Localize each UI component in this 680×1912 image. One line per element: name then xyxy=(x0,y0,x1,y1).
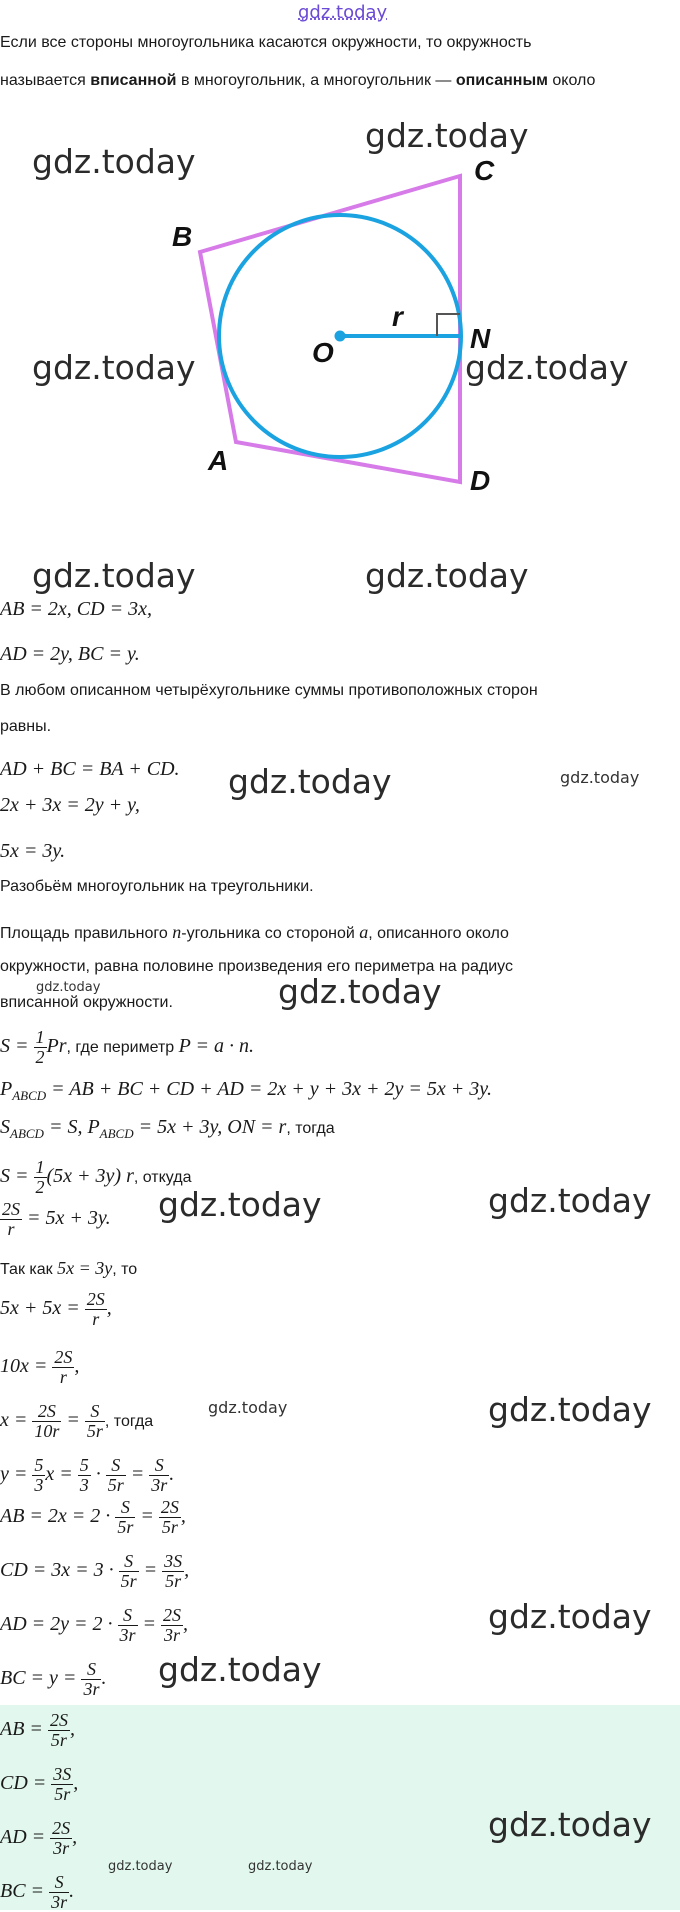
watermark-small: gdz.today xyxy=(108,1859,173,1874)
watermark: gdz.today xyxy=(365,556,529,595)
denominator: r xyxy=(92,1308,100,1329)
paragraph-text: , описанного около xyxy=(368,925,509,942)
intro-text: называется xyxy=(0,72,91,89)
header-watermark: gdz.today xyxy=(298,2,388,23)
label-d: D xyxy=(470,465,491,496)
math-part: = xyxy=(61,1408,85,1431)
equation-line: AD + BC = BA + CD. xyxy=(0,758,180,780)
math-part: . xyxy=(169,1462,175,1485)
center-point-o xyxy=(335,331,346,342)
math-part: S xyxy=(0,1116,10,1138)
subscript: ABCD xyxy=(99,1126,134,1141)
watermark-small: gdz.today xyxy=(208,1398,288,1417)
math-part: = xyxy=(138,1558,163,1581)
watermark: gdz.today xyxy=(32,348,196,387)
fraction xyxy=(119,1552,139,1591)
intro-text: около xyxy=(547,72,596,89)
fraction xyxy=(48,1711,70,1750)
paragraph-line: Разобьём многоугольник на треугольники. xyxy=(0,878,314,895)
math-part: x = xyxy=(0,1408,33,1431)
watermark: gdz.today xyxy=(465,348,629,387)
watermark: gdz.today xyxy=(488,1390,652,1429)
math-part: , xyxy=(72,1825,78,1848)
math-part: CD = 3x = 3 · xyxy=(0,1558,119,1581)
equation-line xyxy=(0,1290,112,1329)
fraction xyxy=(32,1456,45,1495)
paragraph-text: Площадь правильного xyxy=(0,925,173,942)
inline-text: , откуда xyxy=(133,1168,192,1186)
math-part: = xyxy=(135,1504,159,1527)
numerator: 5 xyxy=(34,1455,44,1475)
fraction xyxy=(34,1158,47,1197)
numerator: 2S xyxy=(49,1710,68,1730)
fraction xyxy=(49,1873,69,1912)
denominator: r xyxy=(59,1366,67,1387)
equation-line xyxy=(0,1456,174,1495)
numerator: 5 xyxy=(79,1455,89,1475)
equation-line: 2x + 3x = 2y + y, xyxy=(0,794,140,816)
answer-line xyxy=(0,1711,75,1750)
equation-line: 5x = 3y. xyxy=(0,840,66,862)
numerator: S xyxy=(85,1402,105,1422)
right-angle-mark xyxy=(437,314,460,336)
numerator: 3S xyxy=(53,1764,72,1784)
watermark: gdz.today xyxy=(228,762,392,801)
numerator: S xyxy=(149,1456,169,1476)
math-part: , xyxy=(69,1717,75,1740)
denominator: 5r xyxy=(50,1729,67,1750)
denominator: r xyxy=(7,1218,15,1239)
math-part: = 5x + 3y, ON = r xyxy=(133,1116,287,1138)
intro-line-2 xyxy=(0,72,595,90)
watermark: gdz.today xyxy=(158,1185,322,1224)
numerator: S xyxy=(81,1660,101,1680)
math-part: 5x + 5x = xyxy=(0,1296,85,1319)
math-part: , xyxy=(180,1504,186,1527)
watermark: gdz.today xyxy=(488,1181,652,1220)
equation-line xyxy=(0,1402,153,1441)
numerator: S xyxy=(49,1873,69,1893)
fraction xyxy=(85,1402,105,1441)
denominator: 5r xyxy=(165,1570,182,1591)
paragraph-text: -угольника со стороной xyxy=(181,925,360,942)
numerator: 1 xyxy=(35,1027,45,1047)
fraction xyxy=(50,1819,72,1858)
numerator: 1 xyxy=(35,1157,45,1177)
denominator: 2 xyxy=(35,1046,45,1067)
inline-text: Так как xyxy=(0,1261,58,1278)
numerator: 2S xyxy=(2,1199,20,1219)
label-b: B xyxy=(172,221,193,252)
denominator: 5r xyxy=(120,1570,137,1591)
math-part: (5x + 3y) r xyxy=(46,1164,134,1187)
math-part: P = a · n. xyxy=(178,1034,254,1057)
equation-line xyxy=(0,1498,186,1537)
fraction xyxy=(106,1456,126,1495)
paragraph-line: равны. xyxy=(0,718,52,735)
denominator: 3 xyxy=(34,1474,44,1495)
answer-line xyxy=(0,1765,78,1804)
inline-text: , где периметр xyxy=(66,1038,179,1056)
answer-line xyxy=(0,1819,77,1858)
label-a: A xyxy=(208,445,229,476)
math-part: , xyxy=(183,1612,189,1635)
denominator: 3r xyxy=(164,1624,181,1645)
numerator: S xyxy=(118,1606,138,1626)
math-part: = xyxy=(137,1612,162,1635)
math-part: = xyxy=(125,1462,150,1485)
math-part: 10x = xyxy=(0,1354,53,1377)
watermark: gdz.today xyxy=(488,1597,652,1636)
equation-sides-2: AD = 2y, BC = y. xyxy=(0,643,140,665)
denominator: 3r xyxy=(119,1624,136,1645)
given-line xyxy=(0,1116,335,1142)
math-part: S = xyxy=(0,1034,34,1057)
intro-line-1: Если все стороны многоугольника касаются окружности, то окружность xyxy=(0,34,532,51)
label-c: C xyxy=(474,155,495,186)
math-part: BC = y = xyxy=(0,1666,82,1689)
area-substitution xyxy=(0,1158,192,1197)
fraction xyxy=(32,1402,61,1441)
denominator: 3r xyxy=(83,1678,100,1699)
watermark: gdz.today xyxy=(488,1805,652,1844)
numerator: S xyxy=(115,1498,135,1518)
answer-line xyxy=(0,1873,74,1912)
math-part: CD = xyxy=(0,1771,52,1794)
fraction xyxy=(149,1456,169,1495)
denominator: 2 xyxy=(35,1176,45,1197)
math-part: . xyxy=(101,1666,107,1689)
denominator: 3 xyxy=(79,1474,89,1495)
label-n: N xyxy=(470,323,491,354)
math-part: , xyxy=(73,1771,79,1794)
inline-text: , то xyxy=(112,1261,138,1278)
numerator: 2S xyxy=(54,1347,73,1367)
paragraph-line: вписанной окружности. xyxy=(0,994,173,1011)
watermark: gdz.today xyxy=(32,142,196,181)
denominator: 5r xyxy=(107,1474,124,1495)
watermark: gdz.today xyxy=(278,972,442,1011)
paragraph-line: В любом описанном четырёхугольнике суммы противоположных сторон xyxy=(0,682,538,699)
watermark: gdz.today xyxy=(32,556,196,595)
watermark: gdz.today xyxy=(158,1650,322,1689)
fraction xyxy=(78,1456,91,1495)
numerator: S xyxy=(106,1456,126,1476)
denominator: 3r xyxy=(53,1837,70,1858)
numerator: 2S xyxy=(86,1289,105,1309)
numerator: 3S xyxy=(164,1551,183,1571)
watermark-small: gdz.today xyxy=(248,1859,313,1874)
math-part: , xyxy=(184,1558,190,1581)
math-part: AD = 2y = 2 · xyxy=(0,1612,118,1635)
math-part: · xyxy=(90,1462,106,1485)
math-part: . xyxy=(69,1879,75,1902)
denominator: 5r xyxy=(117,1516,134,1537)
math-part: 5x = 3y xyxy=(57,1258,113,1278)
math-part: AB = 2x = 2 · xyxy=(0,1504,116,1527)
math-part: , xyxy=(74,1354,80,1377)
math-part: AD = xyxy=(0,1825,51,1848)
answer-block xyxy=(0,1705,680,1910)
fraction xyxy=(161,1606,183,1645)
equation-line xyxy=(0,1606,188,1645)
paragraph-line xyxy=(0,922,509,943)
math-a: a xyxy=(359,922,369,942)
denominator: 10r xyxy=(34,1420,60,1441)
denominator: 3r xyxy=(51,1891,68,1912)
fraction xyxy=(52,1348,74,1387)
quadrilateral-abcd xyxy=(200,176,460,482)
fraction xyxy=(0,1200,22,1239)
math-part: S = xyxy=(0,1164,34,1187)
fraction xyxy=(118,1606,138,1645)
fraction xyxy=(51,1765,73,1804)
numerator: S xyxy=(119,1552,139,1572)
math-part: y = xyxy=(0,1462,33,1485)
inline-text: , тогда xyxy=(286,1120,335,1137)
perimeter-formula xyxy=(0,1078,492,1104)
intro-text: в многоугольник, а многоугольник — xyxy=(176,72,456,89)
math-part: x = xyxy=(45,1462,78,1485)
inline-text: , тогда xyxy=(104,1412,154,1430)
math-part: BC = xyxy=(0,1879,50,1902)
fraction xyxy=(159,1498,181,1537)
label-r: r xyxy=(392,301,403,332)
fraction xyxy=(115,1498,135,1537)
fraction xyxy=(85,1290,107,1329)
label-o: O xyxy=(312,337,334,368)
numerator: 2S xyxy=(163,1605,182,1625)
math-part: = AB + BC + CD + AD = 2x + y + 3x + 2y = 5x + 3y. xyxy=(46,1078,493,1100)
paragraph-line: окружности, равна половине произведения его периметра на радиус xyxy=(0,958,513,975)
numerator: 2S xyxy=(32,1402,61,1422)
fraction xyxy=(81,1660,101,1699)
subscript: ABCD xyxy=(10,1126,44,1141)
denominator: 5r xyxy=(86,1420,103,1441)
math-part: = S, P xyxy=(43,1116,100,1138)
math-n: n xyxy=(172,922,182,942)
watermark: gdz.today xyxy=(365,116,529,155)
denominator: 3r xyxy=(151,1474,168,1495)
math-part: Pr xyxy=(46,1034,67,1057)
equation-line xyxy=(0,1348,79,1387)
watermark-small: gdz.today xyxy=(36,980,101,995)
equation-line xyxy=(0,1200,111,1239)
fraction xyxy=(34,1028,47,1067)
numerator: 2S xyxy=(160,1497,179,1517)
math-part: AB = xyxy=(0,1717,48,1740)
term-inscribed: вписанной xyxy=(90,72,177,89)
fraction xyxy=(162,1552,184,1591)
denominator: 5r xyxy=(54,1783,71,1804)
term-circumscribed: описанным xyxy=(455,72,548,89)
paragraph-line xyxy=(0,1258,137,1279)
denominator: 5r xyxy=(161,1516,178,1537)
equation-sides-1: AB = 2x, CD = 3x, xyxy=(0,598,152,620)
math-part: = 5x + 3y. xyxy=(22,1206,111,1229)
numerator: 2S xyxy=(52,1818,71,1838)
watermark-small: gdz.today xyxy=(560,768,640,787)
area-formula xyxy=(0,1028,254,1067)
equation-line xyxy=(0,1552,189,1591)
subscript: ABCD xyxy=(12,1088,47,1103)
equation-line xyxy=(0,1660,106,1699)
math-part: P xyxy=(0,1078,13,1100)
math-part: , xyxy=(106,1296,112,1319)
